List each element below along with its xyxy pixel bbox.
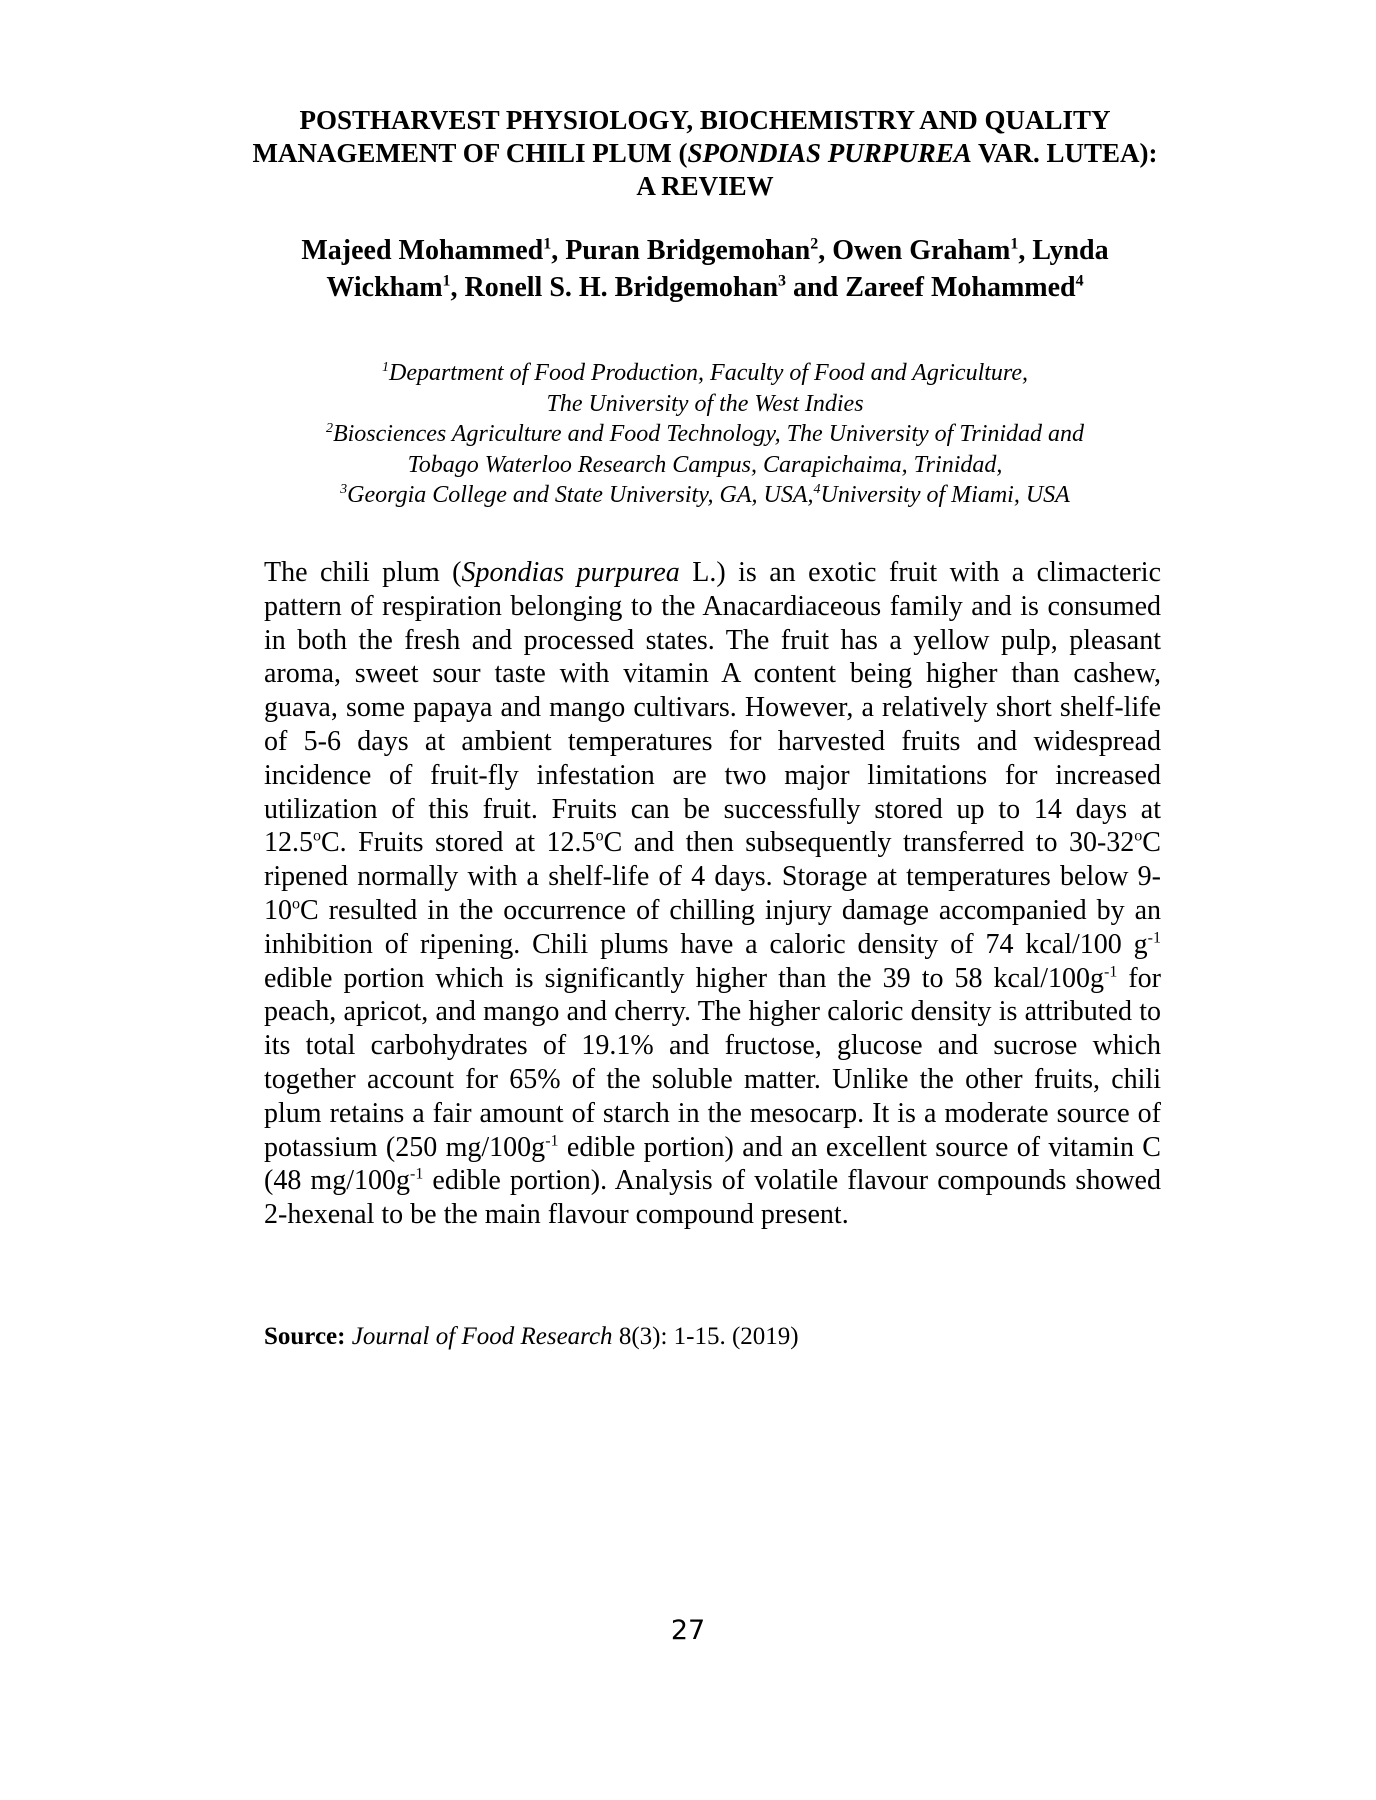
title-part2: VAR. LUTEA): A REVIEW [636, 138, 1158, 201]
page-number: 27 [670, 1615, 706, 1646]
degree-mark: o [595, 828, 604, 846]
author-name: Majeed Mohammed [301, 235, 544, 266]
author-affiliation-mark: 3 [778, 272, 787, 290]
species-name: Spondias purpurea [461, 557, 680, 588]
affiliation-block [250, 358, 1160, 511]
title-species: SPONDIAS PURPUREA [687, 138, 972, 168]
author-affiliation-mark: 1 [442, 272, 451, 290]
author-list: Majeed Mohammed$^1$, Puran Bridgemohan$^2$, Owen Graham$^1$, Lynda Wickham$^1$, Ronell S. H. Bridgemohan$^3$ and Zareef Mohammed$^4$ [301, 235, 1109, 303]
author-name: Puran Bridgemohan [565, 235, 811, 266]
degree-mark: o [1134, 828, 1143, 846]
exponent: -1 [1103, 963, 1118, 981]
author-affiliation-mark: 2 [810, 235, 819, 253]
author-affiliation-mark: 4 [1075, 272, 1084, 290]
exponent: -1 [409, 1166, 424, 1184]
affiliation-1-cont: The University of the West Indies [546, 390, 864, 417]
degree-mark: o [313, 828, 321, 846]
author-name: Owen Graham [832, 235, 1011, 266]
paper-title [250, 104, 1160, 203]
author-name: Ronell S. H. Bridgemohan [464, 272, 779, 303]
source-citation [264, 1322, 799, 1352]
author-affiliation-mark: 1 [543, 235, 552, 253]
citation-details: 8(3): 1-15. (2019) [612, 1323, 799, 1350]
source-label: Source: [264, 1323, 346, 1350]
abstract-paragraph: The chili plum (Spondias purpurea L.) is an exotic fruit with a climacteric pattern of respiration belonging to the Anacardiaceous family and is consumed in both the fresh and processed states. The fruit has a yellow pulp, pleasant aroma, sweet sour taste with vitamin A content being higher than cashew, guava, some papaya and mango cultivars. However, a relatively short shelf-life of 5-6 days at ambient temperatures for harvested fruits and widespread incidence of fruit-fly infestation are two major limitations for increased utilization of this fruit. Fruits can be successfully stored up to 14 days at 12.5$^o$C. Fruits stored at 12.5$^o$C and then subsequently transferred to 30-32$^o$C ripened normally with a shelf-life of 4 days. Storage at temperatures below 9-10$^o$C resulted in the occurrence of chilling injury damage accompanied by an inhibition of ripening. Chili plums have a caloric density of 74 kcal/100 $g^{-1}$ edible portion which is significantly higher than the 39 to 58 kcal/$100g^{-1}$ for peach, apricot, and mango and cherry. The higher caloric density is attributed to its total carbohydrates of 19.1% and fructose, glucose and sucrose which together account for 65% of the soluble matter. Unlike the other fruits, chili plum retains a fair amount of starch in the mesocarp. It is a moderate source of potassium (250 $mg/100g^{-1}$ edible portion) and an excellent source of vitamin C (48 $mg/100g^{-1}$ edible portion). Analysis of volatile flavour compounds showed 2-hexenal to be the main flavour compound present. [264, 557, 1162, 1231]
author-affiliation-mark: 1 [1010, 235, 1019, 253]
affiliation-2-cont: Tobago Waterloo Research Campus, Carapichaima, Trinidad, [407, 451, 1003, 478]
journal-name: Journal of Food Research [351, 1323, 613, 1350]
author-name: Zareef Mohammed [845, 272, 1076, 303]
exponent: -1 [1147, 929, 1161, 947]
affiliation-2: $^2$Biosciences Agriculture and Food Technology, The University of Trinidad and [325, 421, 1085, 447]
title-part1: POSTHARVEST PHYSIOLOGY, BIOCHEMISTRY AND QUALITY MANAGEMENT OF CHILI PLUM ( [252, 105, 1111, 168]
affiliation-3-4: $^3$Georgia College and State University, GA, USA,$^4$University of Miami, USA [340, 482, 1070, 508]
degree-mark: o [292, 895, 300, 913]
author-name: Lynda Wickham [326, 235, 1109, 303]
affiliation-1: $^1$Department of Food Production, Faculty of Food and Agriculture, [381, 360, 1029, 386]
exponent: -1 [545, 1132, 559, 1150]
